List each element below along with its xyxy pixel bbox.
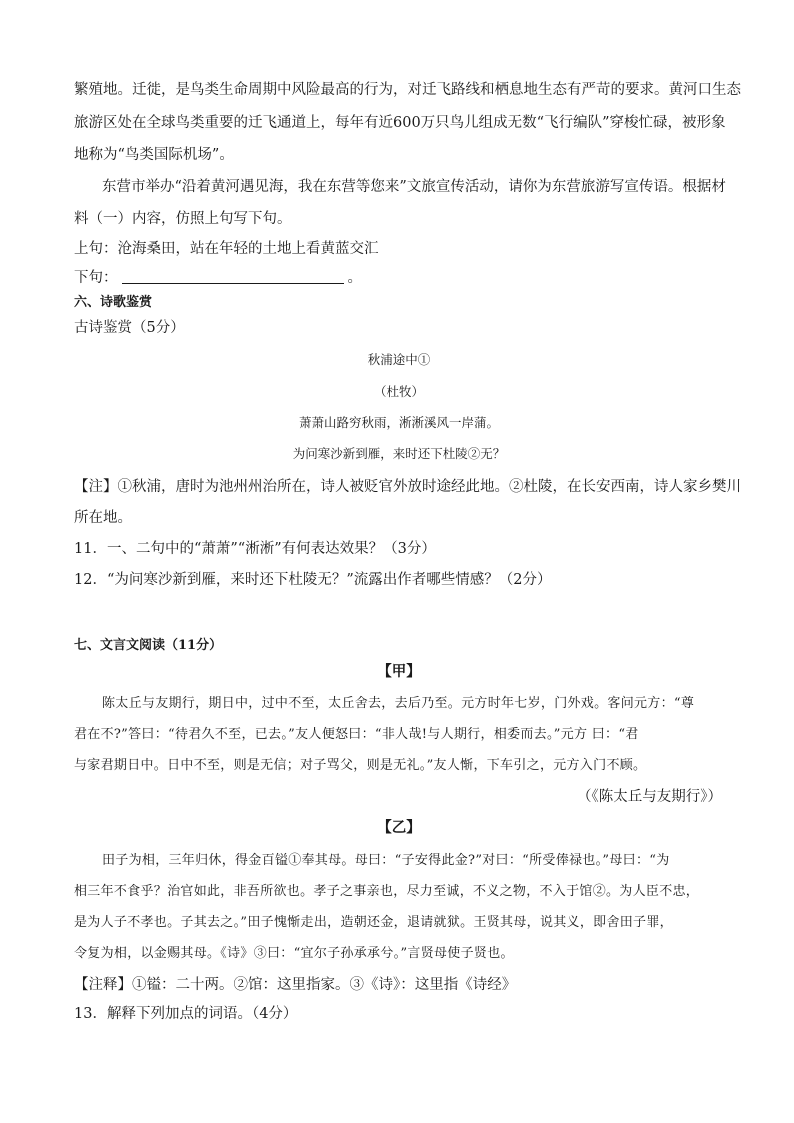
passage-jia-line-2: 君在不?”答曰：“待君久不至，已去。”友人便怒曰：“非人哉!与人期行，相委而去。”元方 曰：“君	[74, 727, 639, 742]
passage-jia-label: 【甲】	[377, 663, 421, 680]
material-line-1: 繁殖地。迁徙，是鸟类生命周期中风险最高的行为，对迁飞路线和栖息地生态有严苛的要求。黄河口生态	[74, 82, 741, 98]
poem-line-1: 萧萧山路穷秋雨，淅淅溪风一岸蒲。	[298, 415, 499, 430]
material-line-3: 地称为“鸟类国际机场”。	[74, 147, 234, 163]
material-line-2: 旅游区处在全球鸟类重要的迁飞通道上，每年有近600万只鸟儿组成无数“飞行编队”穿梭忙碌，被形象	[74, 115, 726, 131]
passage-jia-line-1: 陈太丘与友期行，期日中，过中不至，太丘舍去，去后乃至。元方时年七岁，门外戏。客问元方：“尊	[102, 696, 695, 711]
passage-yi-line-4: 令复为相，以金赐其母。《诗》③曰：“宜尔子孙承承兮。”言贤母使子贤也。	[74, 946, 514, 961]
task-line-1: 东营市举办“沿着黄河遇见海，我在东营等您来”文旅宣传活动，请你为东营旅游写宣传语。根据材	[102, 179, 726, 195]
poem-note-line-2: 所在地。	[74, 510, 132, 526]
passage-jia-line-3: 与家君期日中。日中不至，则是无信；对子骂父，则是无礼。”友人惭，下车引之，元方入门不顾。	[74, 758, 647, 773]
poetry-subtitle: 古诗鉴赏（5分）	[74, 320, 185, 336]
question-12: 12．“为问寒沙新到雁，来时还下杜陵无？”流露出作者哪些情感？（2分）	[74, 572, 552, 588]
passage-yi-label: 【乙】	[377, 819, 421, 836]
task-line-2: 料（一）内容，仿照上句写下句。	[74, 211, 292, 227]
lower-sentence	[74, 268, 724, 288]
question-11: 11．一、二句中的“萧萧”“淅淅”有何表达效果？（3分）	[74, 541, 436, 557]
lower-sentence-label: 下句：	[74, 270, 118, 286]
poetry-section-title: 六、诗歌鉴赏	[74, 295, 153, 310]
poem-note-line-1: 【注】①秋浦，唐时为池州州治所在，诗人被贬官外放时途经此地。②杜陵，在长安西南，诗人家乡樊川	[74, 479, 741, 495]
poem-author: （杜牧）	[373, 384, 424, 399]
passage-jia-source: （《陈太丘与友期行》）	[577, 789, 722, 805]
passage-yi-line-3: 是为人子不孝也。子其去之。”田子愧惭走出，造朝还金，退请就狱。王贤其母，说其义，即舍田子罪，	[74, 915, 673, 930]
lower-sentence-end: 。	[347, 270, 362, 286]
classical-section-title: 七、文言文阅读（11分）	[74, 638, 223, 653]
poem-line-2: 为问寒沙新到雁，来时还下杜陵②无？	[292, 446, 506, 461]
upper-sentence: 上句：沧海桑田，站在年轻的土地上看黄蓝交汇	[74, 241, 379, 257]
poem-title: 秋浦途中①	[367, 352, 431, 367]
passage-notes: 【注释】①镒：二十两。②馆：这里指家。③《诗》：这里指《诗经》	[74, 977, 517, 993]
question-13: 13．解释下列加点的词语。（4分）	[74, 1006, 298, 1022]
answer-blank[interactable]	[122, 269, 344, 284]
passage-yi-line-2: 相三年不食乎？治官如此，非吾所欲也。孝子之事亲也，尽力至诚，不义之物，不入于馆②。为人臣不忠，	[74, 884, 700, 899]
passage-yi-line-1: 田子为相，三年归休，得金百镒①奉其母。母曰：“子安得此金?”对曰：“所受俸禄也。”母曰：“为	[102, 853, 670, 868]
